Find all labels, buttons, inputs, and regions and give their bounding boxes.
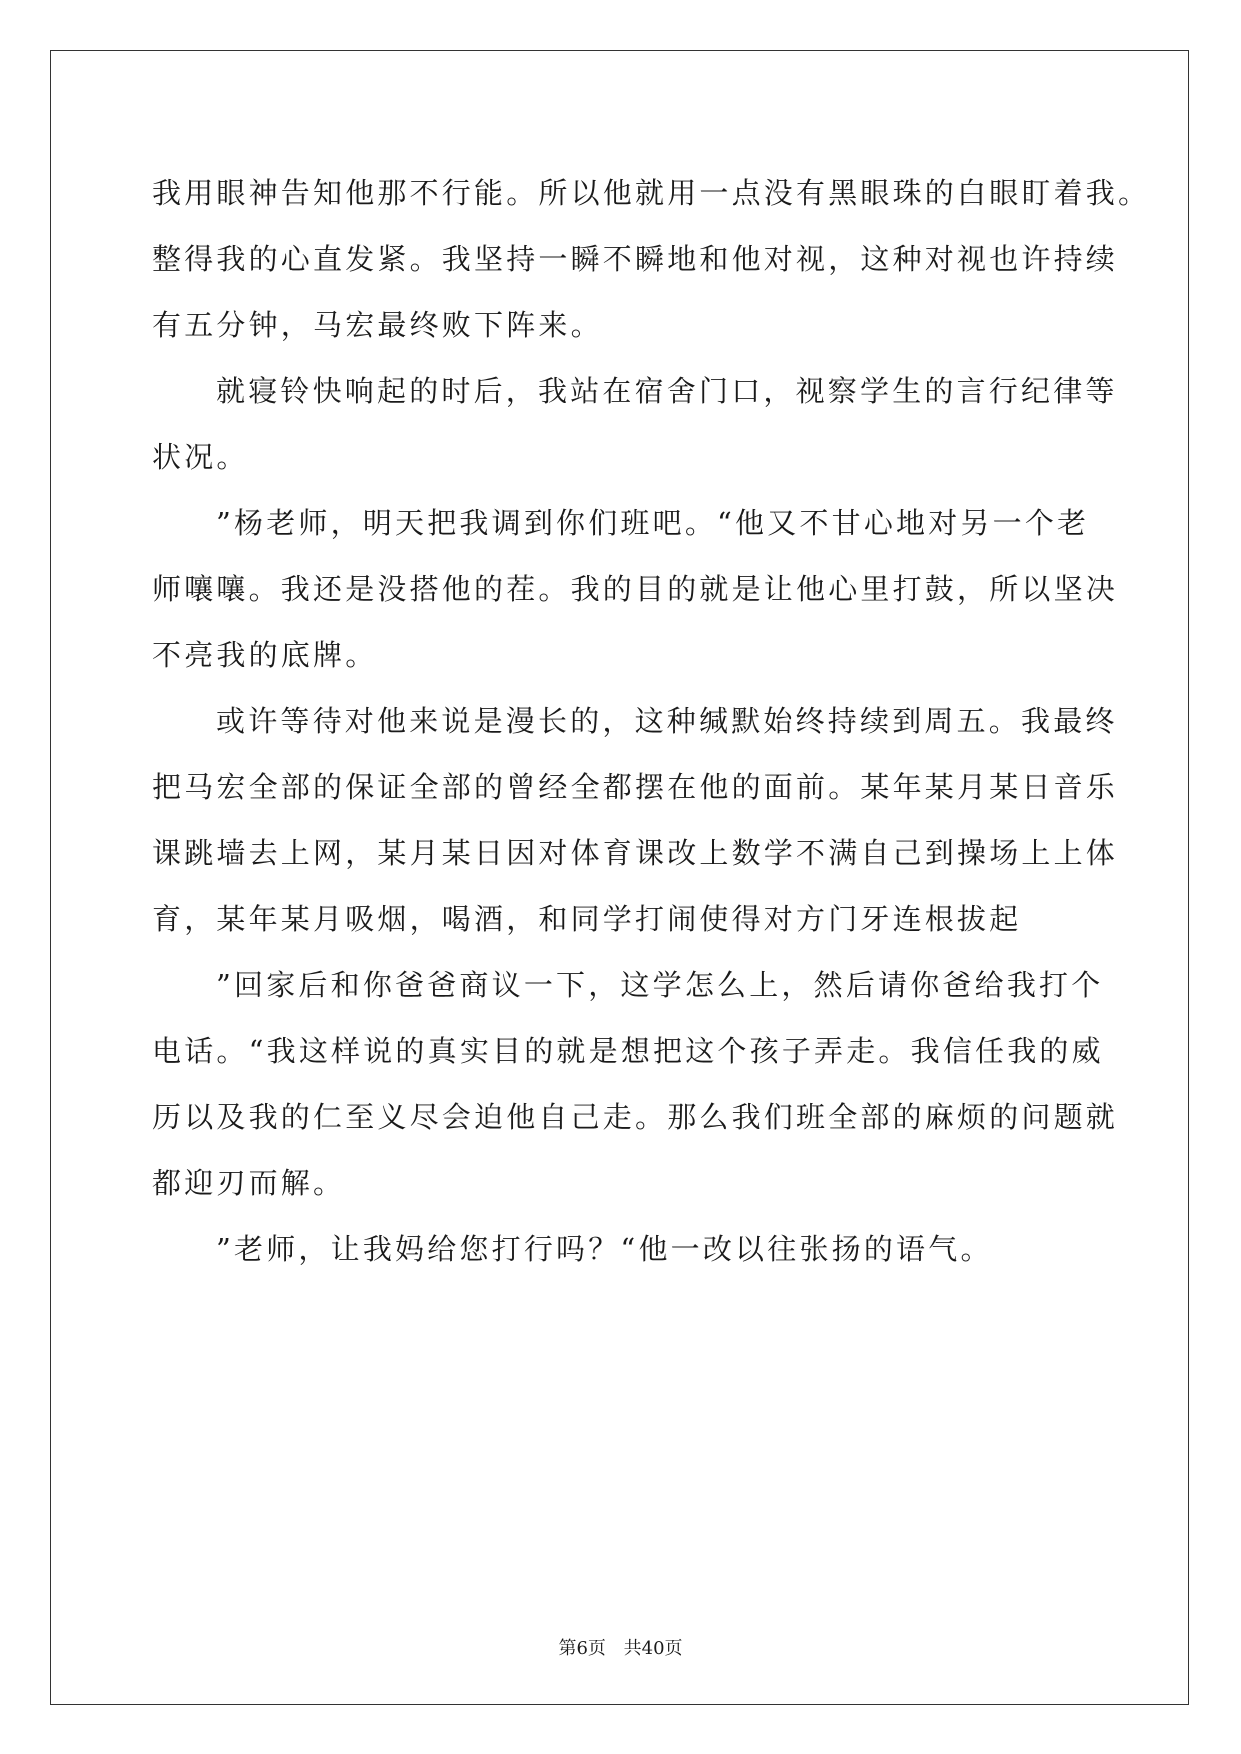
text-line: 我用眼神告知他那不行能。所以他就用一点没有黑眼珠的白眼盯着我。 xyxy=(152,176,1151,210)
text-line: 课跳墙去上网，某月某日因对体育课改上数学不满自己到操场上上体 xyxy=(152,836,1119,870)
page-number: 第6页 xyxy=(558,1638,606,1659)
text-line: 状况。 xyxy=(152,440,249,474)
text-line: 电话。“我这样说的真实目的就是想把这个孩子弄走。我信任我的威 xyxy=(152,1034,1104,1068)
page-total: 共40页 xyxy=(623,1638,683,1659)
paragraph-first-line: ”杨老师，明天把我调到你们班吧。“他又不甘心地对另一个老 xyxy=(216,506,1090,540)
paragraph-first-line: 就寝铃快响起的时后，我站在宿舍门口，视察学生的言行纪律等 xyxy=(216,374,1118,408)
text-line: 不亮我的底牌。 xyxy=(152,638,378,672)
text-line: 历以及我的仁至义尽会迫他自己走。那么我们班全部的麻烦的问题就 xyxy=(152,1100,1119,1134)
text-line: 育，某年某月吸烟，喝酒，和同学打闹使得对方门牙连根拔起 xyxy=(152,902,1022,936)
paragraph-first-line: ”回家后和你爸爸商议一下，这学怎么上，然后请你爸给我打个 xyxy=(216,968,1104,1002)
text-line: 师嚷嚷。我还是没搭他的茬。我的目的就是让他心里打鼓，所以坚决 xyxy=(152,572,1119,606)
text-line: 有五分钟，马宏最终败下阵来。 xyxy=(152,308,603,342)
paragraph-first-line: ”老师，让我妈给您打行吗？“他一改以往张扬的语气。 xyxy=(216,1232,993,1266)
paragraph-first-line: 或许等待对他来说是漫长的，这种缄默始终持续到周五。我最终 xyxy=(216,704,1118,738)
text-line: 把马宏全部的保证全部的曾经全都摆在他的面前。某年某月某日音乐 xyxy=(152,770,1119,804)
text-line: 都迎刃而解。 xyxy=(152,1166,346,1200)
page-footer xyxy=(0,1634,1241,1660)
text-line: 整得我的心直发紧。我坚持一瞬不瞬地和他对视，这种对视也许持续 xyxy=(152,242,1119,276)
document-body xyxy=(152,160,1151,1282)
